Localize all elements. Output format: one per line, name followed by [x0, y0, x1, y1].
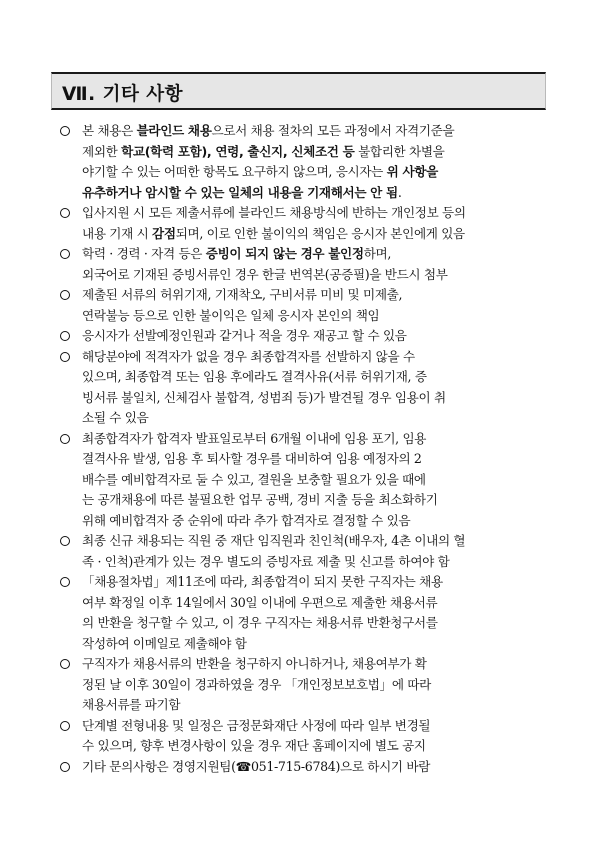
emphasis-text: 학교(학력 포함), 연령, 출신지, 신체조건 등 [121, 143, 355, 159]
phone-icon: ☎ [235, 758, 252, 774]
notice-line [82, 162, 550, 183]
notice-text: 「채용절차법」제11조에 따라, 최종합격이 되지 못한 구직자는 채용 [82, 574, 443, 589]
notice-line [82, 634, 550, 655]
emphasis-text: 위 사항을 [386, 164, 438, 179]
notice-line [82, 716, 550, 737]
notice-text: . [397, 184, 402, 200]
notice-line [82, 408, 550, 429]
notice-line [82, 449, 550, 470]
notice-line [82, 388, 550, 409]
notice-item [60, 347, 550, 429]
notice-text: 외국어로 기재된 증빙서류인 경우 한글 번역본(공증필)을 반드시 첨부 [82, 266, 448, 282]
notice-text: 입사지원 시 모든 제출서류에 블라인드 채용방식에 반하는 개인정보 등의 [82, 205, 466, 220]
notice-text: 구직자가 채용서류의 반환을 청구하지 아니하거나, 채용여부가 확 [82, 656, 427, 671]
notice-text: 으로서 채용 절차의 모든 과정에서 자격기준을 [211, 123, 455, 138]
notice-item [60, 203, 550, 244]
notice-item [60, 531, 550, 572]
notice-text: 있으며, 최종합격 또는 임용 후에라도 결격사유(서류 허위기재, 증 [82, 369, 427, 384]
notice-line [82, 183, 550, 204]
notice-line [82, 593, 550, 614]
notice-text: 수 있으며, 향후 변경사항이 있을 경우 재단 홈페이지에 별도 공지 [82, 738, 426, 753]
notice-text: 제외한 [82, 143, 122, 159]
notice-line [82, 757, 550, 778]
notice-item [60, 654, 550, 716]
notice-text: 최종 신규 채용되는 직원 중 재단 임직원과 친인척(배우자, 4촌 이내의 혈 [82, 533, 466, 548]
notice-line [82, 367, 550, 388]
emphasis-text: 블라인드 채용 [136, 123, 212, 138]
notice-line [82, 326, 550, 347]
notice-line [82, 347, 550, 368]
circle-bullet-icon [60, 249, 70, 259]
circle-bullet-icon [60, 331, 70, 341]
circle-bullet-icon [60, 659, 70, 669]
notice-line [82, 306, 550, 327]
notice-line [82, 470, 550, 491]
notice-line [82, 142, 550, 163]
notice-line [82, 695, 550, 716]
notice-line [82, 490, 550, 511]
notice-text: 채용서류를 파기함 [82, 697, 181, 712]
notice-line [82, 429, 550, 450]
notice-text: 051-715-6784)으로 하시기 바람 [251, 758, 431, 774]
section-title: Ⅶ. 기타 사항 [62, 84, 184, 105]
notice-text: 빙서류 불일치, 신체검사 불합격, 성범죄 등)가 발견될 경우 임용이 취 [82, 389, 446, 405]
notice-item [60, 572, 550, 654]
notice-line [82, 654, 550, 675]
notice-line [82, 285, 550, 306]
notice-line [82, 265, 550, 286]
section-header [51, 72, 546, 110]
circle-bullet-icon [60, 762, 70, 772]
notice-text: 위해 예비합격자 중 순위에 따라 추가 합격자로 결정할 수 있음 [82, 512, 411, 528]
notice-line [82, 511, 550, 532]
circle-bullet-icon [60, 126, 70, 136]
notice-text: 내용 기재 시 [82, 225, 153, 241]
circle-bullet-icon [60, 352, 70, 362]
notice-line [82, 244, 550, 265]
notice-text: 의 반환을 청구할 수 있고, 이 경우 구직자는 채용서류 반환청구서를 [82, 615, 438, 630]
notice-line [82, 736, 550, 757]
notice-item [60, 757, 550, 778]
notice-text: 여부 확정일 이후 14일에서 30일 이내에 우편으로 제출한 채용서류 [82, 594, 438, 610]
notice-line [82, 552, 550, 573]
notice-text: 제출된 서류의 허위기재, 기재착오, 구비서류 미비 및 미제출, [82, 287, 403, 302]
notice-text: 되며, 이로 인한 불이익의 책임은 응시자 본인에게 있음 [175, 225, 465, 241]
emphasis-text: 감점 [152, 225, 176, 241]
notice-text: 족 · 인척)관계가 있는 경우 별도의 증빙자료 제출 및 신고를 하여야 함 [82, 553, 450, 569]
circle-bullet-icon [60, 434, 70, 444]
notice-text: 배수를 예비합격자로 둘 수 있고, 결원을 보충할 필요가 있을 때에 [82, 471, 426, 487]
notice-item [60, 326, 550, 347]
circle-bullet-icon [60, 577, 70, 587]
circle-bullet-icon [60, 721, 70, 731]
notice-text: 학력 · 경력 · 자격 등은 [82, 246, 206, 261]
notice-text: 연락불능 등으로 인한 불이익은 일체 응시자 본인의 책임 [82, 307, 380, 323]
notice-line [82, 203, 550, 224]
notice-line [82, 613, 550, 634]
notice-text: 소될 수 있음 [82, 410, 149, 425]
notice-text: 본 채용은 [82, 123, 137, 138]
notice-item [60, 716, 550, 757]
notice-text: 응시자가 선발예정인원과 같거나 적을 경우 재공고 할 수 있음 [82, 328, 407, 343]
notice-text: 결격사유 발생, 임용 후 퇴사할 경우를 대비하여 임용 예정자의 2 [82, 451, 422, 466]
emphasis-text: 증빙이 되지 않는 경우 불인정 [205, 246, 364, 261]
notice-text: 하며, [363, 246, 391, 261]
circle-bullet-icon [60, 208, 70, 218]
notice-item [60, 244, 550, 285]
notice-item [60, 121, 550, 203]
notice-line [82, 224, 550, 245]
notice-text: 정된 날 이후 30일이 경과하였을 경우 「개인정보보호법」에 따라 [82, 676, 431, 692]
notice-text: 단계별 전형내용 및 일정은 금정문화재단 사정에 따라 일부 변경될 [82, 717, 431, 733]
notice-line [82, 675, 550, 696]
circle-bullet-icon [60, 290, 70, 300]
notice-text: 해당분야에 적격자가 없을 경우 최종합격자를 선발하지 않을 수 [82, 348, 415, 364]
notice-item [60, 285, 550, 326]
notice-text: 최종합격자가 합격자 발표일로부터 6개월 이내에 임용 포기, 임용 [82, 430, 427, 446]
emphasis-text: 유추하거나 암시할 수 있는 일체의 내용을 기재해서는 안 됨 [82, 184, 398, 200]
notice-line [82, 121, 550, 142]
notice-text: 작성하여 이메일로 제출해야 함 [82, 635, 247, 651]
notice-text: 는 공개채용에 따른 불필요한 업무 공백, 경비 지출 등을 최소화하기 [82, 492, 438, 507]
notice-item [60, 429, 550, 532]
notice-list [60, 121, 550, 777]
notice-line [82, 572, 550, 593]
notice-text: 야기할 수 있는 어떠한 항목도 요구하지 않으며, 응시자는 [82, 164, 387, 179]
notice-text: 불합리한 차별을 [354, 143, 445, 159]
notice-text: 기타 문의사항은 경영지원팀( [82, 758, 236, 774]
notice-line [82, 531, 550, 552]
circle-bullet-icon [60, 536, 70, 546]
